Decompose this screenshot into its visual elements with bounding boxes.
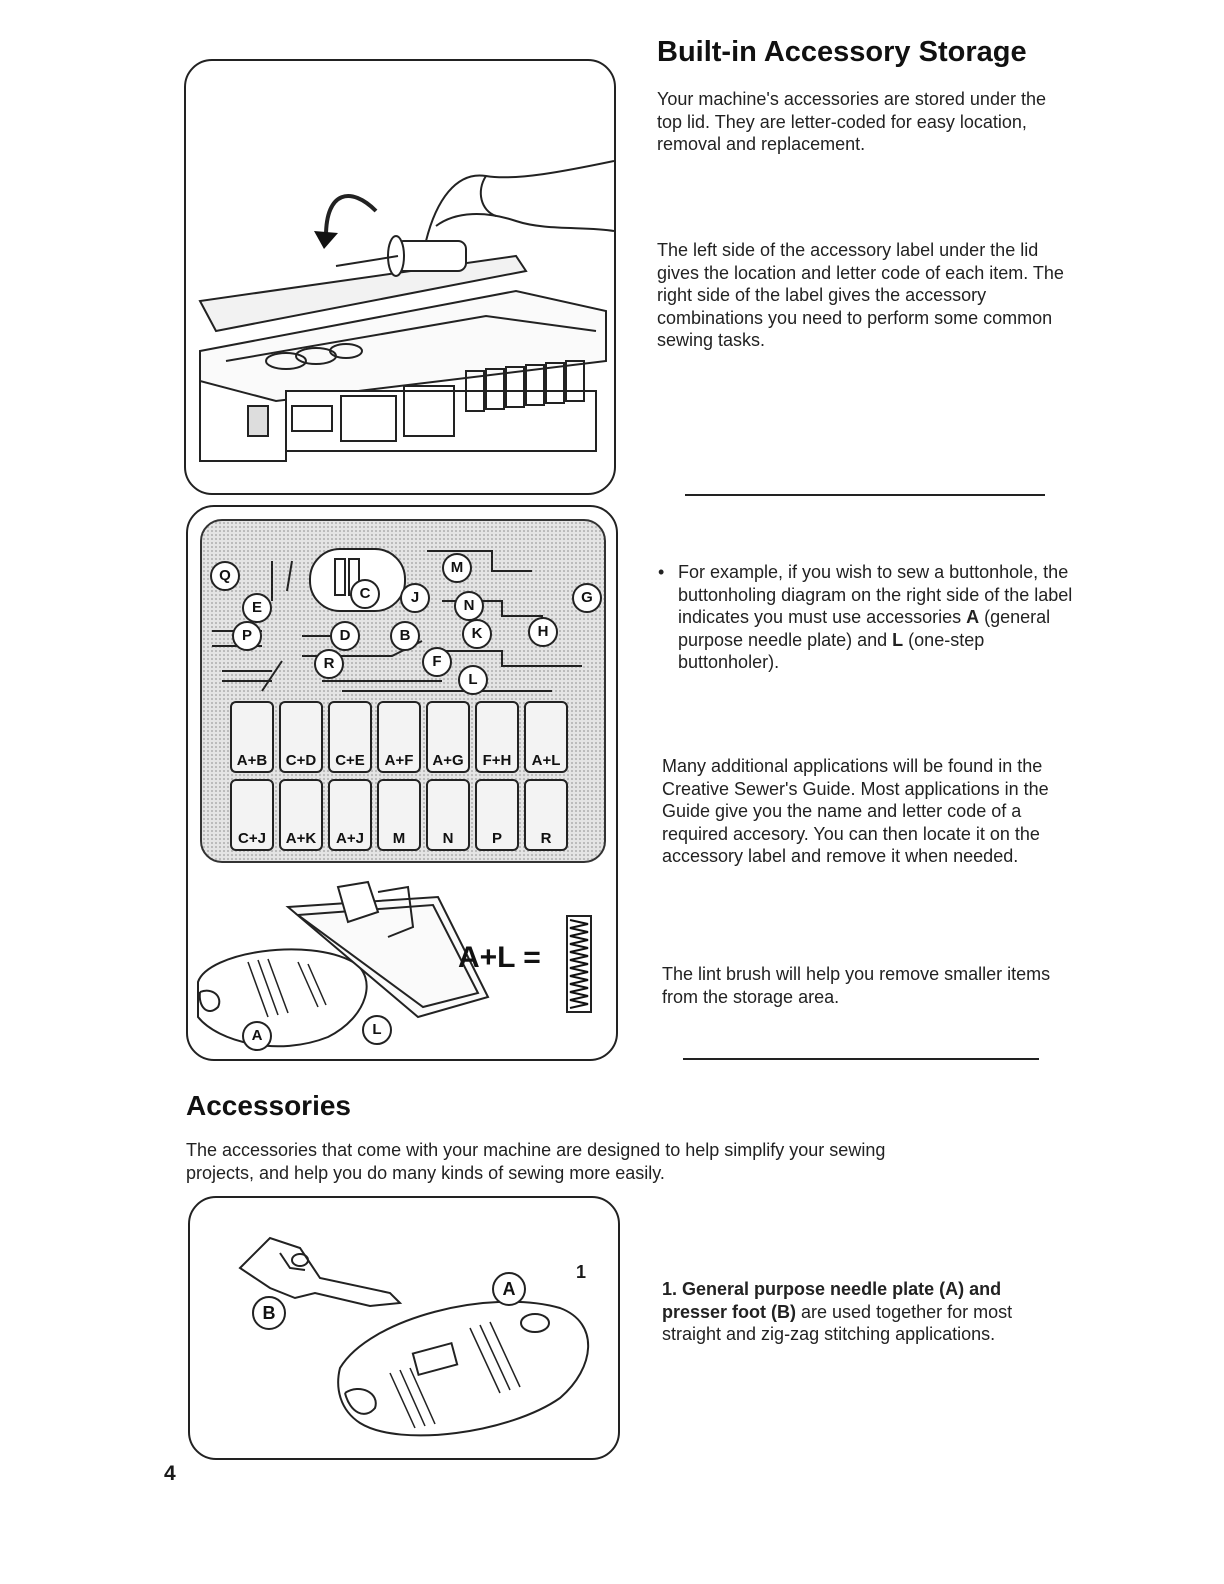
combo-cell xyxy=(524,701,568,773)
combo-cell xyxy=(230,779,274,851)
figure-number: 1 xyxy=(576,1262,587,1282)
combo-cell xyxy=(377,779,421,851)
combo-equation: A+L = xyxy=(458,941,541,974)
combo-cell xyxy=(426,779,470,851)
combo-code: A+B xyxy=(236,752,268,769)
example-text-1: For example, if you wish to sew a buttonhole, the buttonholing diagram on the right side of the label indicates you must use accessories xyxy=(678,562,1073,627)
storage-letter: L xyxy=(458,665,488,695)
combo-code: C+D xyxy=(285,752,317,769)
zigzag-buttonhole-icon xyxy=(566,915,592,1013)
storage-letter: P xyxy=(232,621,262,651)
combo-code: C+E xyxy=(335,752,365,769)
combo-code: A+K xyxy=(285,830,317,847)
combo-cell xyxy=(328,779,372,851)
combo-code: C+J xyxy=(238,830,266,847)
additional-applications: Many additional applications will be found in the Creative Sewer's Guide. Most applications in the Guide give you the name and letter code of a required accesory. You can then locate it on the accessory label and remove it when needed. xyxy=(662,756,1049,866)
figure-plate-and-foot xyxy=(188,1196,620,1460)
item1-bold: 1. General purpose needle plate (A) and presser foot (B) xyxy=(662,1279,1002,1322)
accessory-item-1 xyxy=(662,1278,1042,1346)
example-letter-l: L xyxy=(892,629,904,650)
combo-cell xyxy=(279,779,323,851)
combo-cell xyxy=(426,701,470,773)
storage-letter: H xyxy=(528,617,558,647)
accessories-intro: The accessories that come with your machine are designed to help simplify your sewing projects, and help you do many kinds of sewing more easily. xyxy=(186,1140,886,1183)
plate-foot-illustration xyxy=(190,1198,618,1458)
example-text-2: (general purpose needle plate) and xyxy=(678,607,1051,650)
plate-letter: A xyxy=(492,1272,526,1306)
storage-letter: G xyxy=(572,583,602,613)
combo-code: A+G xyxy=(432,752,464,769)
page-number: 4 xyxy=(164,1462,176,1485)
combo-code: A+L xyxy=(531,752,561,769)
storage-letter: K xyxy=(462,619,492,649)
figure-open-lid xyxy=(184,59,616,495)
buttonhole-example xyxy=(658,561,1078,674)
divider-top xyxy=(685,494,1045,496)
storage-letter: Q xyxy=(210,561,240,591)
combo-cell xyxy=(230,701,274,773)
example-text-3: (one-step buttonholer). xyxy=(678,629,985,672)
divider-bottom xyxy=(683,1058,1039,1060)
storage-letter: F xyxy=(422,647,452,677)
storage-letter: J xyxy=(400,583,430,613)
item1-text: are used together for most straight and zig-zag stitching applications. xyxy=(662,1301,1013,1344)
storage-letter: D xyxy=(330,621,360,651)
combo-code: N xyxy=(442,830,454,847)
machine-illustration xyxy=(186,61,614,493)
accessories-title: Accessories xyxy=(186,1090,352,1121)
combo-cell xyxy=(475,779,519,851)
combo-code: A+J xyxy=(336,830,364,847)
combo-cell xyxy=(279,701,323,773)
storage-letter: N xyxy=(454,591,484,621)
combo-cell xyxy=(524,779,568,851)
label-description: The left side of the accessory label under the lid gives the location and letter code of each item. The right side of the label gives the accessory combinations you need to perform some common sewing tasks. xyxy=(657,240,1064,350)
storage-title: Built-in Accessory Storage xyxy=(657,36,1027,68)
storage-letter: B xyxy=(390,621,420,651)
combo-code: F+H xyxy=(482,752,512,769)
bullet: • xyxy=(658,562,665,582)
storage-letter: C xyxy=(350,579,380,609)
combo-cell xyxy=(328,701,372,773)
storage-letter: R xyxy=(314,649,344,679)
combo-code: A+F xyxy=(384,752,414,769)
combo-code: P xyxy=(491,830,502,847)
foot-letter: L xyxy=(362,1015,392,1045)
combo-code: R xyxy=(540,830,552,847)
figure-accessory-label xyxy=(186,505,618,1061)
lint-brush-note: The lint brush will help you remove smaller items from the storage area. xyxy=(662,964,1051,1007)
combo-cell xyxy=(475,701,519,773)
lift-arrow-icon xyxy=(314,231,338,249)
combo-code: M xyxy=(392,830,406,847)
storage-letter: E xyxy=(242,593,272,623)
foot-letter: B xyxy=(252,1296,286,1330)
example-letter-a: A xyxy=(966,607,980,627)
storage-letter: M xyxy=(442,553,472,583)
storage-intro: Your machine's accessories are stored under the top lid. They are letter-coded for easy location, removal and replacement. xyxy=(657,89,1046,154)
combo-cell xyxy=(377,701,421,773)
plate-letter: A xyxy=(242,1021,272,1051)
accessory-label xyxy=(200,519,606,863)
